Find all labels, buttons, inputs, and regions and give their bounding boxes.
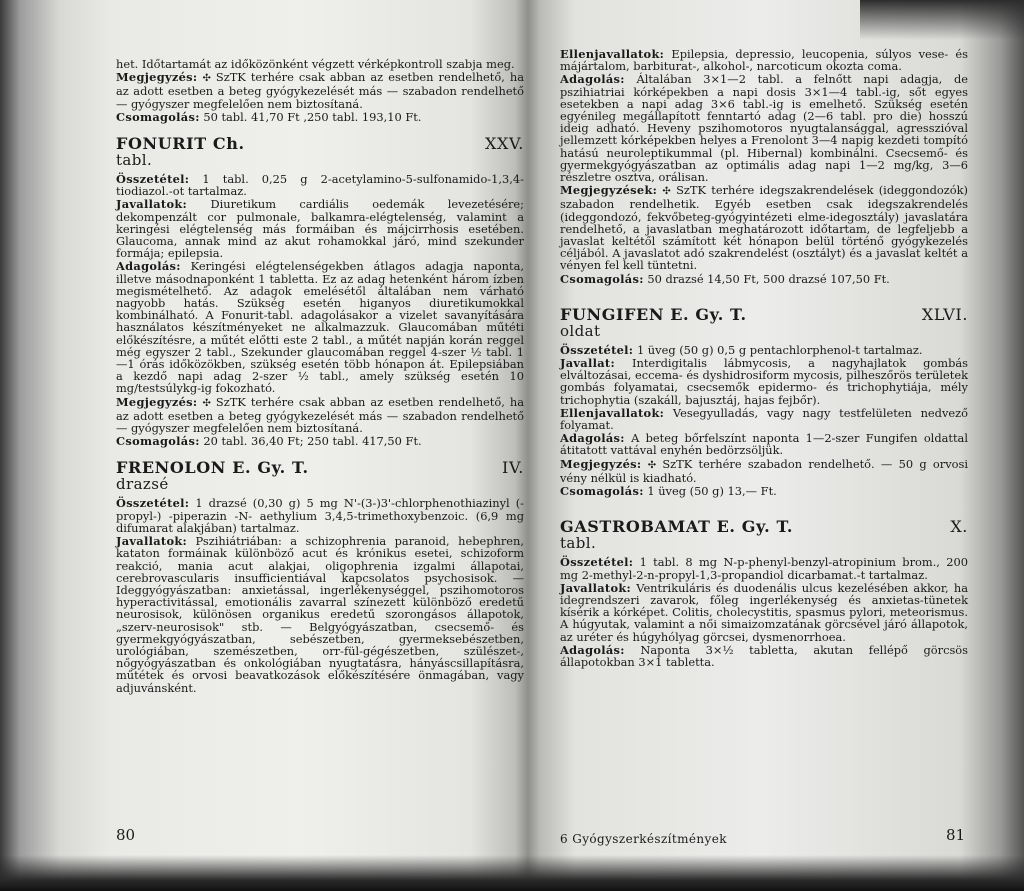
note-paragraph: Megjegyzés: ✣ SzTK terhére csak abban az esetben rendelhető, ha az adott esetben a beteg gyógykezelését más — szabadon rendelhető — gyógyszer megfelelően nem biztosítaná. xyxy=(116,70,525,111)
dosage-paragraph: Adagolás: Általában 3×1—2 tabl. a felnőtt napi adagja, de pszihiatriai kórképekben a napi dosis 3×1—4 tabl.-ig, sőt egyes esetekben a napi adag 3×6 tabl.-ig is emelhető. Szükség esetén egyénileg megállapított fenntartó adag (2—6 tabl. pro die) hosszú ideig adható. Heveny pszihomotoros nyugtalansággal, agresszióval jellemzett kórképekben helyes a Frenolont 3—4 napig kezdeti tompító hatású neuroleptikummal (pl. Hibernal) kombinálni. Csecsemő- és gyermekgyógyászatban az optimális adag napi 1—2 mg/kg, 3—6 részletre osztva, orálisan. xyxy=(560,72,968,185)
cross-icon: ✣ xyxy=(202,73,211,85)
note-paragraph: Megjegyzés: ✣ SzTK terhére csak abban az esetben rendelhető, ha az adott esetben a beteg gyógykezelését más — szabadon rendelhető — gyógyszer megfelelően nem biztosítaná. xyxy=(116,394,525,436)
package-paragraph: Csomagolás: 20 tabl. 36,40 Ft; 250 tabl. 417,50 Ft. xyxy=(116,434,422,449)
composition-paragraph: Összetétel: 1 drazsé (0,30 g) 5 mg N'-(3-)3'-chlorphenothiazinyl (-propyl-) -piperazin -N- aethylium 3,4,5-trimethoxybenzoic. (6,9 mg difumarat alakjában) tartalmaz. xyxy=(116,496,524,535)
left-continuation-text: het. Időtartamát az időközönként végzett vérképkontroll szabja meg. xyxy=(116,57,515,71)
package-paragraph: Csomagolás: 1 üveg (50 g) 13,— Ft. xyxy=(560,484,777,499)
composition-paragraph: Összetétel: 1 tabl. 0,25 g 2-acetylamino-5-sulfonamido-1,3,4-tiodiazol.-ot tartalmaz. xyxy=(116,172,524,199)
drug-form: tabl. xyxy=(560,534,597,553)
cross-icon: ✣ xyxy=(662,186,671,198)
left-page xyxy=(116,58,524,695)
note-paragraph: Megjegyzések: ✣ SzTK terhére idegszakrendelések (ideggondozók) szabadon rendelhetik. Egyéb esetben csak idegszakrendelés (ideggondozó, fekvőbeteg-gyógyintézeti elme-idegosztály) javaslatára rendelhető, a javaslatban meghatározott időtartam, de legfeljebb a javaslat keltétől számított két hónapon belül történő gyógykezelés céljából. A javaslatot adó szakrendelést (osztályt) és a javaslat keltét a vényen fel kell tüntetni. xyxy=(560,183,968,273)
dosage-paragraph: Adagolás: Naponta 3×½ tabletta, akutan fellépő görcsös állapotokban 3×1 tabletta. xyxy=(560,642,969,669)
drug-form: drazsé xyxy=(116,475,169,494)
cross-icon: ✣ xyxy=(647,459,657,471)
note-paragraph: Megjegyzés: ✣ SzTK terhére szabadon rendelhető. — 50 g orvosi vény nélkül is kiadható. xyxy=(560,456,968,485)
drug-heading: GASTROBAMAT E. Gy. T. X. xyxy=(560,517,968,537)
drug-heading: FONURIT Ch. XXV. xyxy=(116,134,524,154)
indications-paragraph: Javallat: Interdigitalis lábmycosis, a nagyhajlatok gombás elváltozásai, eccema- és dyshidrosiform mycosis, pilheszőrös területek gombás folyamatai, csecsemők epidermo- és trichophytiája, mély trichophytia (szakáll, bajusztáj, hajas fejbőr). xyxy=(560,356,969,407)
contraindications-paragraph: Ellenjavallatok: Epilepsia, depressio, leucopenia, súlyos vese- és májártalom, barbiturat-, alkohol-, narcoticum okozta coma. xyxy=(560,47,969,74)
drug-heading: FUNGIFEN E. Gy. T. XLVI. xyxy=(560,304,968,324)
page-number-right: 81 xyxy=(946,826,966,844)
dosage-paragraph: Adagolás: Keringési elégtelenségekben átlagos adagja naponta, illetve másodnaponként 1 tabletta. Ez az adag hetenként három ízben megismételhető. Az adagok emelésétől általában nem várható nagyobb hatás. Szükség esetén higanyos diuretikumokkal kombinálható. A Fonurit-tabl. adagolásakor a vizelet savanyítására használatos készítményeket ne alkalmazzuk. Glaucomában műtéti előkészítésre, a műtét előtti este 2 tabl., a műtét napján korán reggel még egyszer 2 tabl., Szekunder glaucomában reggel 4-szer ½ tabl. 1—1 órás időközökben, szükség esetén több hónapon át. Epilepsiában a kezdő napi adag 2-szer ½ tabl., amely szükség esetén 10 mg/testsúlykg-ig fokozható. xyxy=(116,259,525,396)
dosage-paragraph: Adagolás: A beteg bőrfelszínt naponta 1—2-szer Fungifen oldattal átitatott vattával enyhén bedörzsöljük. xyxy=(560,431,968,458)
page-bottom-edge xyxy=(0,855,1024,891)
page-shadow xyxy=(860,0,1024,40)
right-page xyxy=(560,48,968,669)
indications-paragraph: Javallatok: Ventrikuláris és duodenális ulcus kezelésében akkor, ha idegrendszeri zavarok, főleg ingerlékenység és anxietas-tünetek kísérik a kórképet. Colitis, cholecystitis, spasmus pylori, meteorismus. A húgyutak, valamint a női simaizomzatának görcsével járó állapotok, az uréter és húgyhólyag görcsei, dysmenorrhoea. xyxy=(560,580,968,644)
page-number-left: 80 xyxy=(116,826,136,844)
cross-icon: ✣ xyxy=(202,397,211,409)
composition-paragraph: Összetétel: 1 üveg (50 g) 0,5 g pentachlorphenol-t tartalmaz. xyxy=(560,342,923,357)
package-paragraph: Csomagolás: 50 drazsé 14,50 Ft, 500 drazsé 107,50 Ft. xyxy=(560,271,890,286)
drug-form: tabl. xyxy=(116,151,153,170)
package-paragraph: Csomagolás: 50 tabl. 41,70 Ft ,250 tabl. 193,10 Ft. xyxy=(116,109,422,124)
drug-form: oldat xyxy=(560,321,601,340)
contraindications-paragraph: Ellenjavallatok: Vesegyulladás, vagy nagy testfelületen nedvező folyamat. xyxy=(560,405,969,433)
composition-paragraph: Összetétel: 1 tabl. 8 mg N-p-phenyl-benzyl-atropinium brom., 200 mg 2-methyl-2-n-propyl-1,3-propandiol dicarbamat.-t tartalmaz. xyxy=(560,555,968,582)
indications-paragraph: Javallatok: Pszihiátriában: a schizophrenia paranoid, hebephren, kataton formáinak különböző acut és krónikus esetei, schizoform reakció, mania acut alakjai, oligophrenia izgalmi állapotai, cerebrovascularis insufficientiával kapcsolatos psychosisok. — Ideggyógyászatban: anxietással, ingerlékenységgel, pszihomotoros hyperactivitással, emotionális zavarral színezett különböző eredetű neurosisok, különösen organikus eredetű szorongásos állapotok, „szerv-neurosisok" stb. — Belgyógyászatban, csecsemő- és gyermekgyógyászatban, sebészetben, gyermeksebészetben, urológiában, szemészetben, orr-fül-gégészetben, szülészet-, nőgyógyászatban és onkológiában nyugtatásra, hányáscsillapításra, műtétek és orvosi beavatkozások előkészítésére önmagában, vagy adjuvánsként. xyxy=(116,534,525,695)
indications-paragraph: Javallatok: Diuretikum cardiális oedemák levezetésére; dekompenzált cor pulmonale, balkamra-elégtelenség, valamint a keringési elégtelenség más formáiban és májcirrhosis esetében. Glaucoma, annak mind az akut rohamokkal járó, mind szekunder formája; epilepsia. xyxy=(116,197,524,261)
drug-heading: FRENOLON E. Gy. T. IV. xyxy=(116,458,524,478)
chapter-footer: 6 Gyógyszerkészítmények xyxy=(560,832,727,846)
